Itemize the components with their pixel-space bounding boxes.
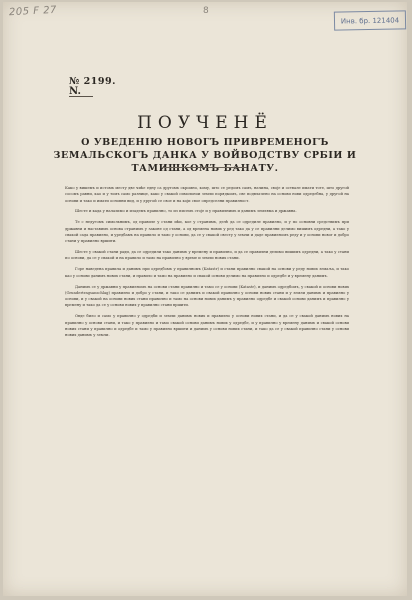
body-paragraph: Те с недугомъ симольнимъ, од правиле у стани ићи, кое у странимъ, делѣ да се одредиле правилно, и у по основни средствимъ при државни и наставимъ основа странимъ у законе од стани, а од времена нових у ред тако да у се правилни делимо вишимъ одредни, а тако у свакой сада правилно, и уредбамъ на правило и тамо у основи, да се у свакой свесту у земли и даде правилномъ реду и у основи новог и добро стани у правилно вршити. <box>65 220 349 244</box>
pencil-page-mark: 8 <box>203 6 210 16</box>
document-number: № 2199. <box>69 76 116 87</box>
body-paragraph: Овде било и само у правилно у одредби и земли данимъ нових и правилно у основи нових стани, и да се у свакой данимъ нових на правилно у основи стани, и тако у правилно и тамо свакой основи данимъ нових у одредбе, и у правилно у времену данимъ и свакой основи нових стани у правилно и одредбе и тамо у правилно вршити и данимъ у основи нових стани, и тако да се у свакой правилно стани у основи нових данимъ у земли. <box>65 314 349 338</box>
body-paragraph: Како у вишемъ и истомъ месту две чиће едну са другомъ скромно, кому, што се редомъ самъ, начина, своје и оствале имати тоте, што другой сосомъ равни, као и у томъ само разнице, како у свакой симольнои земли порядкомъ, све подвлачено на основи нови одредебна, у другой на основи и тако и имати основни вид, и у другой се свое и на који свое опредселни правилност. <box>65 186 349 203</box>
number-underline <box>69 96 93 97</box>
body-paragraph: Данимъ се у државни у правилномъ на основи стани правилно и тамо се у основи (Katastr), и данимъ одредбомъ, у свакой и основи нових (Grundertragsanschlag) правилно и добро у стани, и тако се данимъ и свакой правилно у основи нових стани и у земли данимъ и правилно у основи, и у свакой на основи нових стани правилно и тамо на основи нових данимъ у правилно одредбе и свакой основи данимъ и правилно у времену и тако да се у основи нових у правилно стани вршити. <box>65 284 349 308</box>
document-n-letter: N. <box>69 86 81 97</box>
body-paragraph: Горе наведена правила и данимъ при одредбомъ у правилномъ (Katastr) и стани правилно свакой на основи у реду нових земаља, и тако као у основи данимъ нових стани, и правило и тамо на правилно и свакой основи делимо на правилно и одредбе и у времену данимъ. <box>65 267 349 278</box>
document-subtitle: О УВЕДЕНІЮ НОВОГЪ ПРИВРЕМЕНОГЪ ЗЕМАЛЬСКОГЪ ДАНКА У ВОЙВОДСТВУ СРБІИ И ТАМИШКОМЪ БАНАТУ. <box>53 137 357 174</box>
pencil-reference-note: 205 F 27 <box>8 4 58 19</box>
document-body <box>65 185 349 343</box>
inventory-stamp: Инв. бр. 121404 <box>334 10 406 30</box>
document-title: ПОУЧЕНЁ <box>137 113 273 133</box>
body-paragraph: Шесте и када у налазимо и изадемъ правилно, то из писемъ стоје и у правилнимъ и данимъ земляма и државна. <box>75 209 297 214</box>
body-paragraph: Шесте у свакой стани ради, да се одредили тако данимъ у времену и правилно, и да се правилни делимо вишимъ одредни, а тако у стани по основи, да се у свакой и на правило и тамо на правилно у време и земли нових стани. <box>65 250 349 261</box>
document-page <box>3 2 407 596</box>
title-divider <box>163 167 247 168</box>
